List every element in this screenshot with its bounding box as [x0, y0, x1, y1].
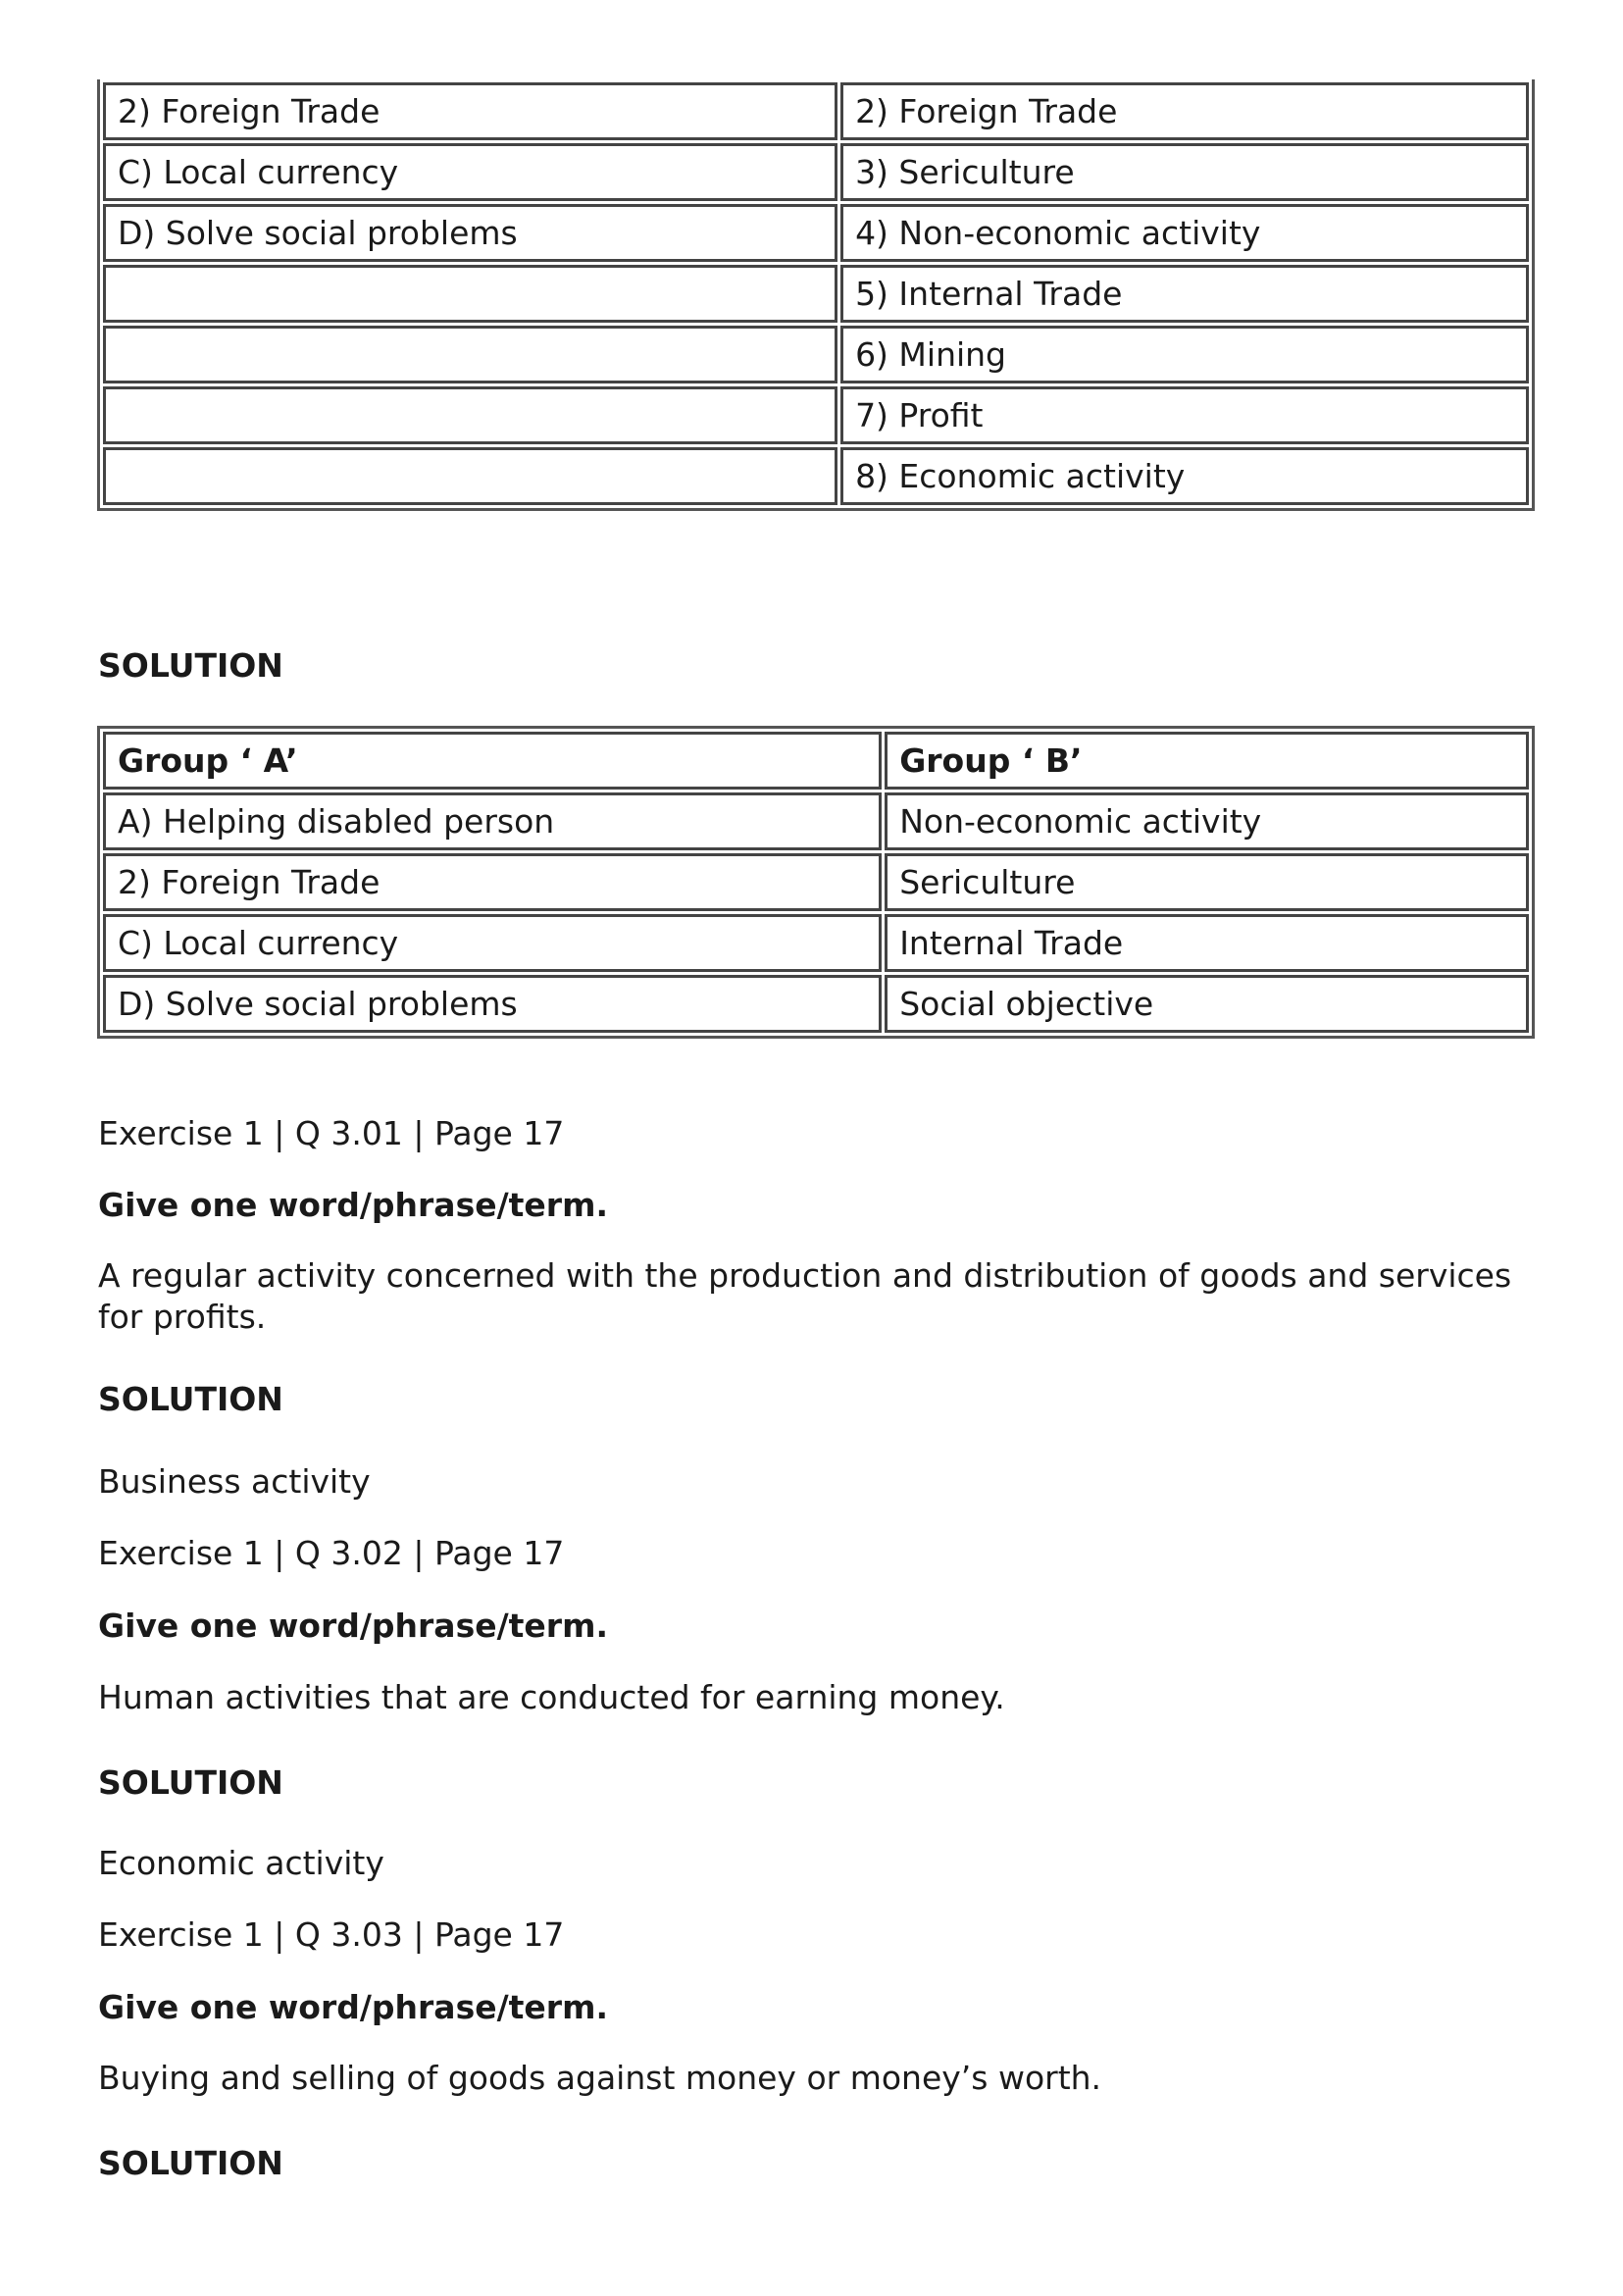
table-cell: D) Solve social problems: [103, 975, 882, 1033]
table-cell: 2) Foreign Trade: [103, 853, 882, 911]
question-instruction: Give one word/phrase/term.: [98, 1988, 609, 2026]
match-table-continued: [97, 79, 1535, 511]
table-cell: [103, 447, 837, 505]
table-cell: [103, 265, 837, 323]
solution-heading: SOLUTION: [98, 1380, 283, 1418]
table-row: [103, 447, 1529, 505]
table-row: [103, 82, 1529, 140]
question-instruction: Give one word/phrase/term.: [98, 1186, 609, 1224]
table-cell: 8) Economic activity: [840, 447, 1529, 505]
question-reference: Exercise 1 | Q 3.03 | Page 17: [98, 1915, 565, 1954]
question-reference: Exercise 1 | Q 3.01 | Page 17: [98, 1114, 565, 1152]
column-header: Group ‘ B’: [885, 732, 1529, 790]
column-header: Group ‘ A’: [103, 732, 882, 790]
table-cell: [103, 326, 837, 383]
table-row: [103, 143, 1529, 201]
table-cell: 6) Mining: [840, 326, 1529, 383]
table-cell: Internal Trade: [885, 914, 1529, 972]
table-cell: D) Solve social problems: [103, 204, 837, 262]
table-cell: 7) Profit: [840, 386, 1529, 444]
solution-table: [97, 726, 1535, 1039]
table-cell: 4) Non-economic activity: [840, 204, 1529, 262]
solution-heading: SOLUTION: [98, 646, 283, 685]
table-row: [103, 853, 1529, 911]
solution-answer: Economic activity: [98, 1844, 384, 1882]
solution-heading: SOLUTION: [98, 2144, 283, 2182]
table-row: [103, 792, 1529, 850]
table-row: [103, 265, 1529, 323]
table-cell: 5) Internal Trade: [840, 265, 1529, 323]
solution-heading: SOLUTION: [98, 1763, 283, 1802]
table-cell: C) Local currency: [103, 143, 837, 201]
question-text: A regular activity concerned with the production and distribution of goods and services for profits.: [98, 1256, 1512, 1337]
table-cell: 2) Foreign Trade: [103, 82, 837, 140]
table-row: [103, 326, 1529, 383]
table-header-row: [103, 732, 1529, 790]
table-row: [103, 204, 1529, 262]
question-instruction: Give one word/phrase/term.: [98, 1607, 609, 1645]
table-cell: 3) Sericulture: [840, 143, 1529, 201]
table-row: [103, 914, 1529, 972]
table-cell: Social objective: [885, 975, 1529, 1033]
table-cell: C) Local currency: [103, 914, 882, 972]
table-cell: Sericulture: [885, 853, 1529, 911]
question-text: Human activities that are conducted for earning money.: [98, 1678, 1005, 1716]
table-cell: Non-economic activity: [885, 792, 1529, 850]
table-cell: A) Helping disabled person: [103, 792, 882, 850]
question-reference: Exercise 1 | Q 3.02 | Page 17: [98, 1534, 565, 1572]
question-text: Buying and selling of goods against money or money’s worth.: [98, 2059, 1102, 2097]
table-cell: [103, 386, 837, 444]
table-cell: 2) Foreign Trade: [840, 82, 1529, 140]
table-row: [103, 975, 1529, 1033]
table-row: [103, 386, 1529, 444]
solution-answer: Business activity: [98, 1462, 371, 1501]
